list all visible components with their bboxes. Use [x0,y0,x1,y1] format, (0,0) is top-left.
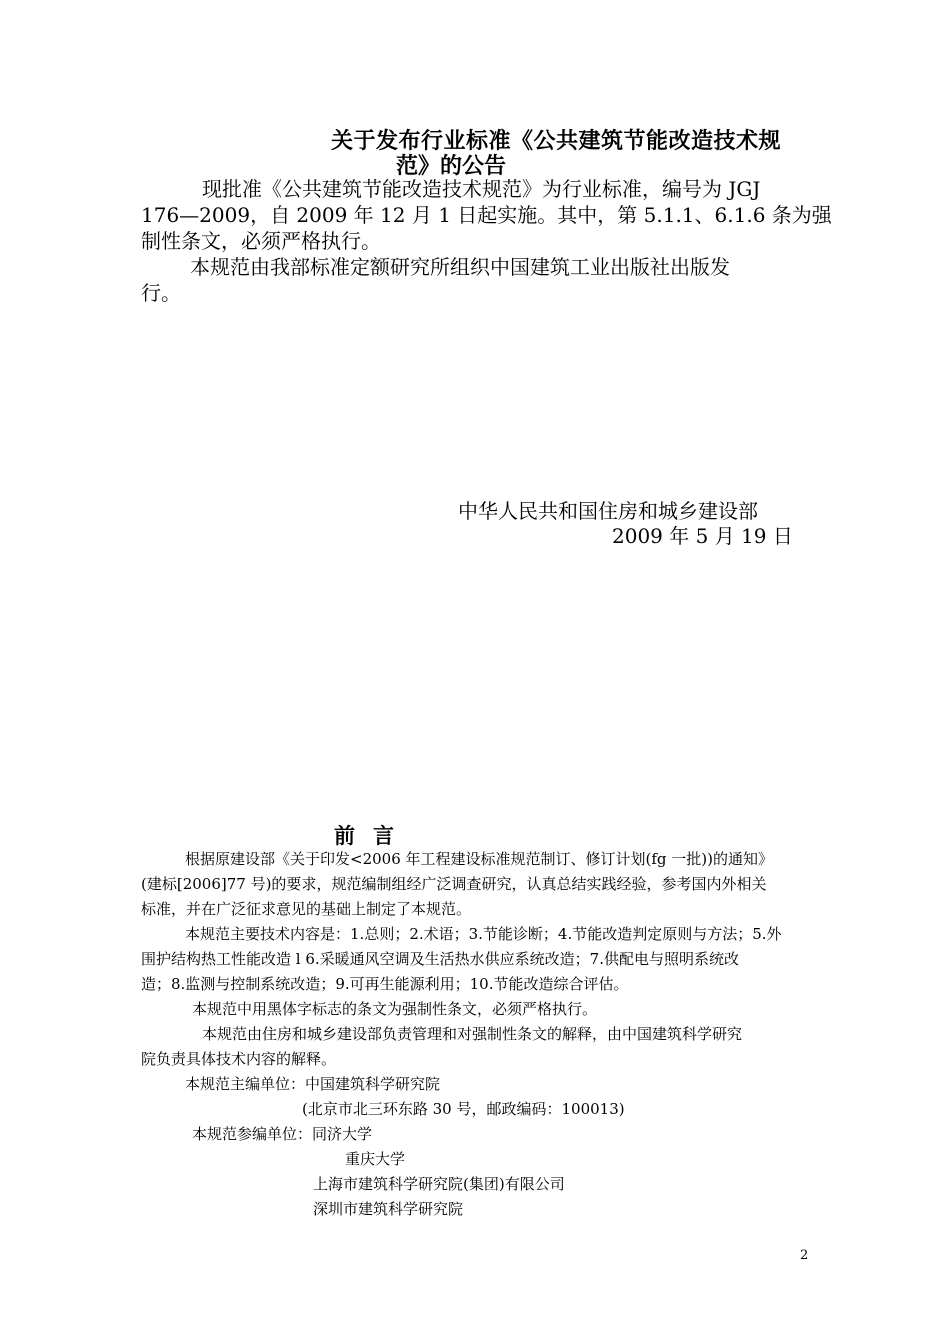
participating-units-label: 本规范参编单位：同济大学 [192,1125,373,1143]
foreword-title: 前言 [334,824,412,848]
announcement-title-line2: 范》的公告 [396,154,507,179]
announcement-para1-line1: 现批准《公共建筑节能改造技术规范》为行业标准，编号为 JGJ [202,177,761,201]
chief-editor-address: (北京市北三环东路 30 号，邮政编码：100013) [302,1100,625,1118]
participating-unit: 上海市建筑科学研究院(集团)有限公司 [313,1175,565,1193]
announcement-para2-line1: 本规范由我部标准定额研究所组织中国建筑工业出版社出版发 [190,255,730,279]
foreword-p3: 本规范中用黑体字标志的条文为强制性条文，必须严格执行。 [192,1000,598,1018]
foreword-p4-line2: 院负责具体技术内容的解释。 [141,1050,337,1068]
announcement-para1-line2: 176—2009，自 2009 年 12 月 1 日起实施。其中，第 5.1.1、6.1.6 条为强 [141,203,832,227]
participating-unit: 重庆大学 [345,1150,406,1168]
foreword-p2-line2: 围护结构热工性能改造 l 6.采暖通风空调及生活热水供应系统改造；7.供配电与照明系统改 [141,950,739,968]
issuer-name: 中华人民共和国住房和城乡建设部 [458,499,758,523]
foreword-p1-line3: 标准，并在广泛征求意见的基础上制定了本规范。 [141,900,472,918]
page-number: 2 [800,1248,809,1263]
foreword-p2-line3: 造；8.监测与控制系统改造；9.可再生能源利用；10.节能改造综合评估。 [141,975,629,993]
issue-date: 2009 年 5 月 19 日 [612,524,793,548]
announcement-title-line1: 关于发布行业标准《公共建筑节能改造技术规 [331,129,782,154]
foreword-p4-line1: 本规范由住房和城乡建设部负责管理和对强制性条文的解释，由中国建筑科学研究 [202,1025,743,1043]
foreword-p2-line1: 本规范主要技术内容是：1.总则；2.术语；3.节能诊断；4.节能改造判定原则与方法；5.外 [185,925,782,943]
announcement-para2-line2: 行。 [141,281,181,305]
chief-editor-unit: 本规范主编单位：中国建筑科学研究院 [185,1075,441,1093]
announcement-para1-line3: 制性条文，必须严格执行。 [141,229,381,253]
foreword-p1-line2: (建标[2006]77 号)的要求，规范编制组经广泛调查研究，认真总结实践经验，参考国内外相关 [141,875,767,893]
participating-unit: 深圳市建筑科学研究院 [313,1200,464,1218]
foreword-p1-line1: 根据原建设部《关于印发<2006 年工程建设标准规范制订、修订计划(fg 一批))的通知》 [185,850,773,868]
